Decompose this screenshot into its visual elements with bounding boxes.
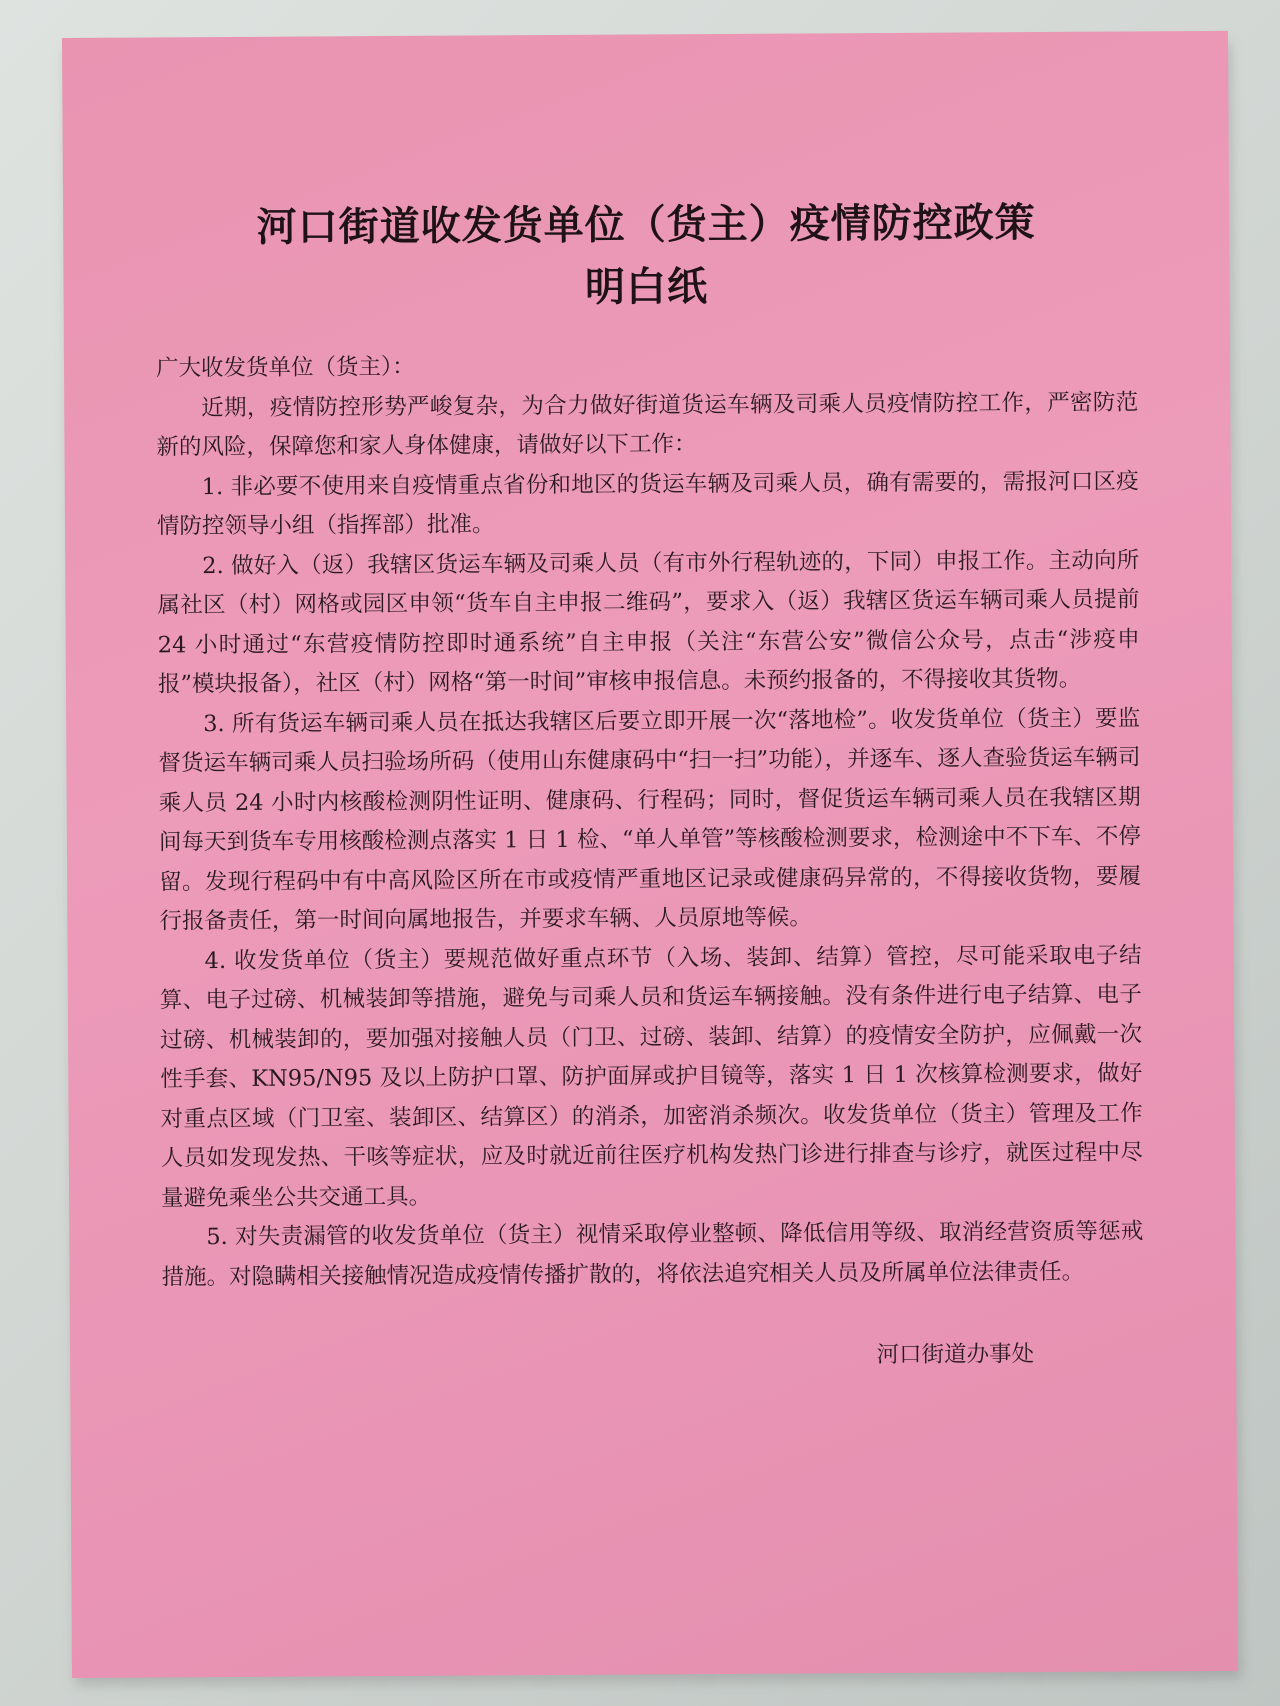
policy-item-2: 2. 做好入（返）我辖区货运车辆及司乘人员（有市外行程轨迹的，下同）申报工作。主动向所属社区（村）网格或园区申领“货车自主申报二维码”，要求入（返）我辖区货运车辆司乘人员提前 24 小时通过“东营疫情防控即时通系统”自主申报（关注“东营公安”微信公众号，点击“涉疫申报”模块报备），社区（村）网格“第一时间”审核申报信息。未预约报备的，不得接收其货物。 bbox=[157, 546, 1140, 698]
policy-item-5: 5. 对失责漏管的收发货单位（货主）视情采取停业整顿、降低信用等级、取消经营资质等惩戒措施。对隐瞒相关接触情况造成疫情传播扩散的，将依法追究相关人员及所属单位法律责任。 bbox=[161, 1218, 1144, 1290]
issuer-signature: 河口街道办事处 bbox=[876, 1341, 1035, 1369]
policy-item-3: 3. 所有货运车辆司乘人员在抵达我辖区后要立即开展一次“落地检”。收发货单位（货主）要监督货运车辆司乘人员扫验场所码（使用山东健康码中“扫一扫”功能），并逐车、逐人查验货运车辆司乘人员 24 小时内核酸检测阴性证明、健康码、行程码；同时，督促货运车辆司乘人员在我辖区期间每天到货车专用核酸检测点落实 1 日 1 检、“单人单管”等核酸检测要求，检测途中不下车、不停留。发现行程码中有中高风险区所在市或疫情严重地区记录或健康码异常的，不得接收货物，要履行报备责任，第一时间向属地报告，并要求车辆、人员原地等候。 bbox=[158, 704, 1142, 935]
intro-paragraph: 近期，疫情防控形势严峻复杂，为合力做好街道货运车辆及司乘人员疫情防控工作，严密防范新的风险，保障您和家人身体健康，请做好以下工作： bbox=[156, 388, 1139, 461]
policy-item-1: 1. 非必要不使用来自疫情重点省份和地区的货运车辆及司乘人员，确有需要的，需报河口区疫情防控领导小组（指挥部）批准。 bbox=[156, 467, 1139, 540]
policy-item-4: 4. 收发货单位（货主）要规范做好重点环节（入场、装卸、结算）管控，尽可能采取电子结算、电子过磅、机械装卸等措施，避免与司乘人员和货运车辆接触。没有条件进行电子结算、电子过磅、机械装卸的，要加强对接触人员（门卫、过磅、装卸、结算）的疫情安全防护，应佩戴一次性手套、KN95/N95 及以上防护口罩、防护面屏或护目镜等，落实 1 日 1 次核算检测要求，做好对重点区域（门卫室、装卸区、结算区）的消杀，加密消杀频次。收发货单位（货主）管理及工作人员如发现发热、干咳等症状，应及时就近前往医疗机构发热门诊进行排查与诊疗，就医过程中尽量避免乘坐公共交通工具。 bbox=[159, 941, 1143, 1211]
title-line-1: 河口街道收发货单位（货主）疫情防控政策 bbox=[256, 200, 1036, 251]
salutation: 广大收发货单位（货主）： bbox=[155, 353, 415, 382]
pink-notice-sheet bbox=[62, 31, 1238, 1678]
page-title bbox=[155, 191, 1138, 321]
title-line-2: 明白纸 bbox=[584, 264, 709, 311]
